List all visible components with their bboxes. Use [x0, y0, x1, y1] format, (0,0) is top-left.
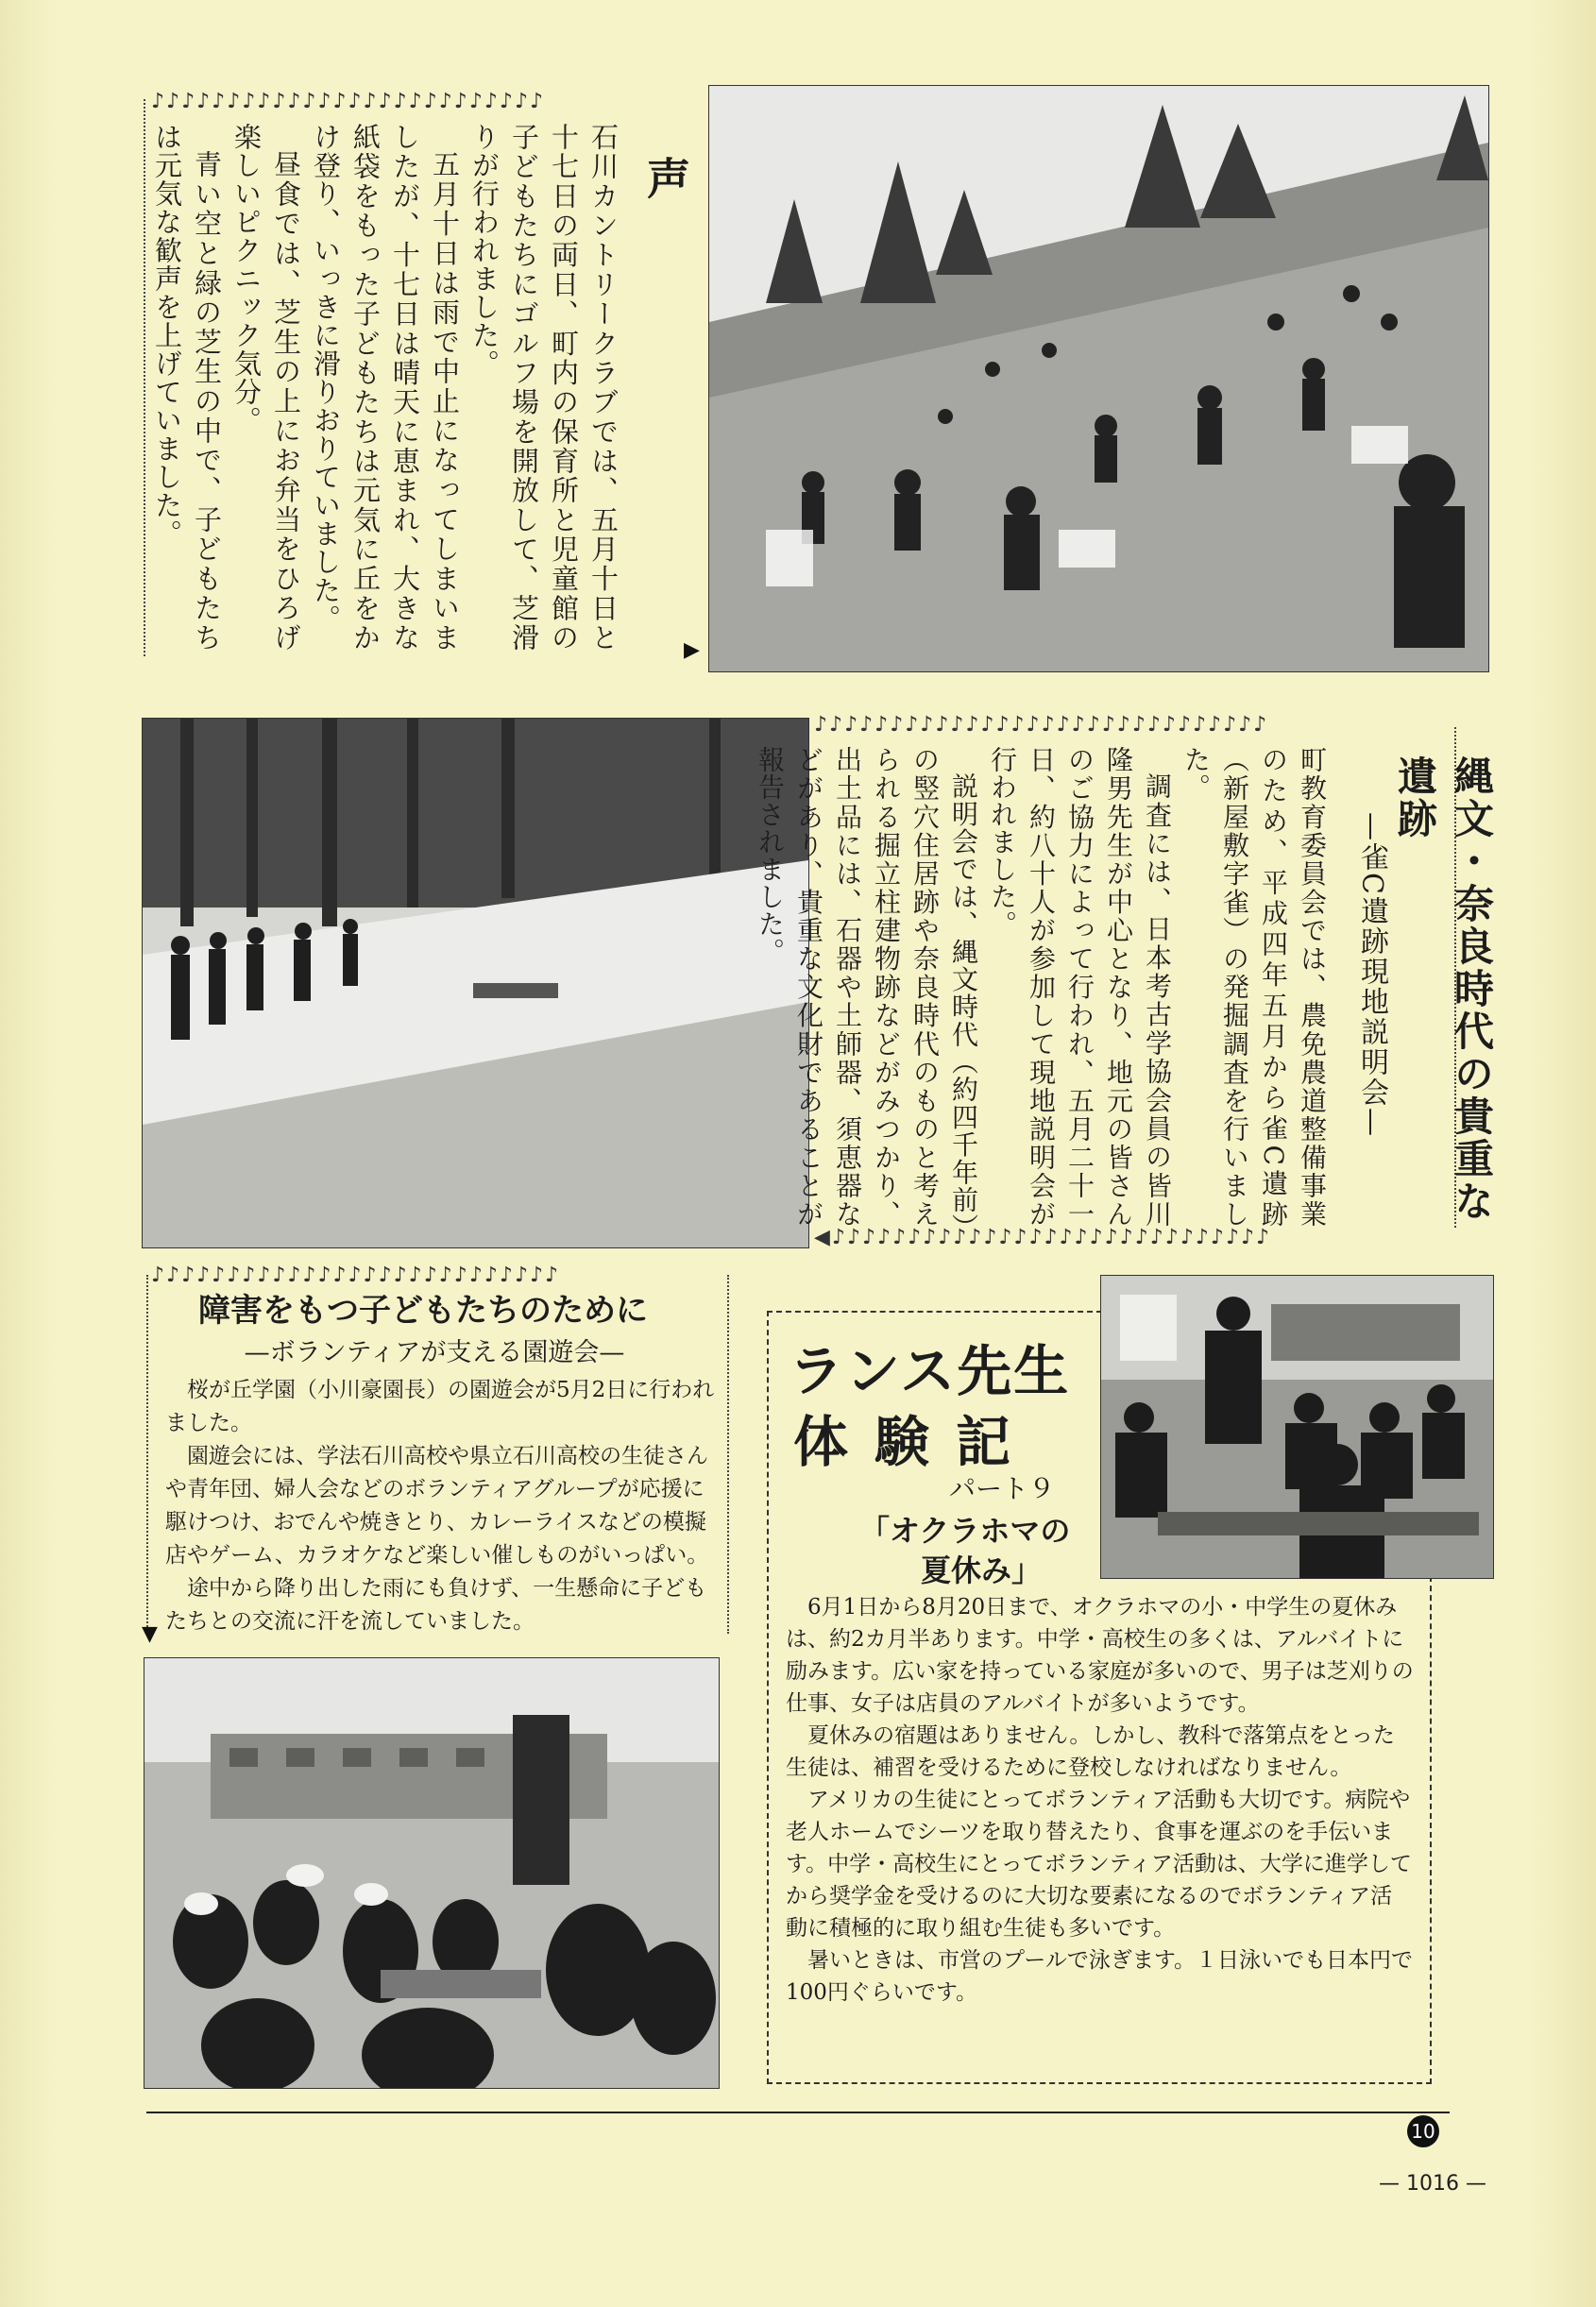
paragraph: 昼食では、芝生の上にお弁当をひろげ楽しいピクニック気分。	[230, 123, 302, 652]
article-title: 声	[640, 156, 691, 202]
arrow-marker-icon: ▶	[684, 638, 700, 662]
column-title: ランス先生	[789, 1339, 1071, 1403]
article-border-left	[146, 1275, 148, 1634]
paragraph: 調査には、日本考古学協会員の皆川隆男先生が中心となり、地元の皆さんのご協力によって行われ、五月二十一日、約八十人が参加して現地説明会が行われました。	[987, 746, 1173, 1229]
arrow-marker-icon: ▼	[142, 1622, 158, 1646]
article-subtitle: —雀C遺跡現地説明会—	[1355, 812, 1388, 1138]
column-title: 体験記	[793, 1410, 1038, 1474]
paragraph: 桜が丘学園（小川豪園長）の園遊会が5月2日に行われました。	[165, 1378, 715, 1435]
article-border-dots: ◀♪♪♪♪♪♪♪♪♪♪♪♪♪♪♪♪♪♪♪♪♪♪♪♪♪♪♪♪♪	[814, 1226, 1272, 1249]
article-border-dots: ♪♪♪♪♪♪♪♪♪♪♪♪♪♪♪♪♪♪♪♪♪♪♪♪♪♪	[151, 90, 546, 113]
paragraph: 6月1日から8月20日まで、オクラホマの小・中学生の夏休みは、約2カ月半あります。中学・高校生の多くは、アルバイトに励みます。広い家を持っている家庭が多いので、男子は芝刈りの仕事、女子は店員のアルバイトが多いようです。	[786, 1595, 1414, 1716]
paragraph: 途中から降り出した雨にも負けず、一生懸命に子どもたちとの交流に汗を流していました。	[165, 1576, 707, 1634]
paragraph: アメリカの生徒にとってボランティア活動も大切です。病院や老人ホームでシーツを取り替えたり、食事を運ぶのを手伝います。中学・高校生にとってボランティア活動は、大学に進学してから奨学金を受けるのに大切な要素になるのでボランティア活動に積極的に取り組む生徒も多いです。	[786, 1788, 1412, 1941]
photo-classroom	[1100, 1275, 1494, 1579]
article-title: 縄文・奈良時代の貴重な遺跡	[1392, 755, 1495, 1223]
column-subtitle: 「オクラホマの	[859, 1513, 1071, 1549]
column-subtitle: 夏休み」	[921, 1552, 1043, 1588]
article-border-dots: ♪♪♪♪♪♪♪♪♪♪♪♪♪♪♪♪♪♪♪♪♪♪♪♪♪♪♪	[151, 1264, 561, 1287]
footer-rule	[146, 2112, 1450, 2113]
paragraph: 町教育委員会では、農免農道整備事業のため、平成四年五月から雀C遺跡（新屋敷字雀）の発掘調査を行いました。	[1180, 746, 1328, 1228]
column-body	[786, 1591, 1414, 2009]
photo-garden-party	[144, 1657, 720, 2089]
article-body	[755, 746, 1332, 1229]
article-border-right	[727, 1275, 729, 1634]
paragraph: 夏休みの宿題はありません。しかし、教科で落第点をとった生徒は、補習を受けるために登校しなければなりません。	[786, 1723, 1395, 1780]
article-title: 障害をもつ子どもたちのために	[198, 1292, 648, 1330]
paragraph: 青い空と緑の芝生の中で、子どもたちは元気な歓声を上げていました。	[151, 123, 223, 652]
paragraph: 五月十日は雨で中止になってしまいましたが、十七日は晴天に恵まれ、大きな紙袋をもった子どもたちは元気に丘をかけ登り、いっきに滑りおりていました。	[310, 123, 461, 652]
article-body	[151, 123, 623, 652]
article-body	[165, 1374, 718, 1638]
photo-grass-sledding	[708, 85, 1489, 672]
section-badge: 10	[1407, 2115, 1439, 2147]
paragraph: 園遊会には、学法石川高校や県立石川高校の生徒さんや青年団、婦人会などのボランティアグループが応援に駆けつけ、おでんや焼きとり、カレーライスなどの模擬店やゲーム、カラオケなど楽しい催しものがいっぱい。	[165, 1444, 709, 1568]
page-number: — 1016 —	[1379, 2172, 1486, 2196]
column-part-label: パート９	[949, 1473, 1056, 1504]
paragraph: 暑いときは、市営のプールで泳ぎます。１日泳いでも日本円で100円ぐらいです。	[786, 1948, 1414, 2005]
paragraph: 説明会では、縄文時代（約四千年前）の竪穴住居跡や奈良時代のものと考えられる掘立柱建物跡などがみつかり、出土品には、石器や土師器、須恵器などがあり、貴重な文化財であることが報告されました。	[755, 746, 979, 1228]
article-border-dots: ♪♪♪♪♪♪♪♪♪♪♪♪♪♪♪♪♪♪♪♪♪♪♪♪♪♪♪♪♪♪	[814, 713, 1269, 737]
paragraph: 石川カントリークラブでは、五月十日と十七日の両日、町内の保育所と児童館の子どもたちにゴルフ場を開放して、芝滑りが行われました。	[468, 123, 620, 652]
article-subtitle: —ボランティアが支える園遊会—	[244, 1338, 625, 1367]
photo-excavation-site	[142, 718, 809, 1248]
article-border-left	[144, 99, 145, 656]
